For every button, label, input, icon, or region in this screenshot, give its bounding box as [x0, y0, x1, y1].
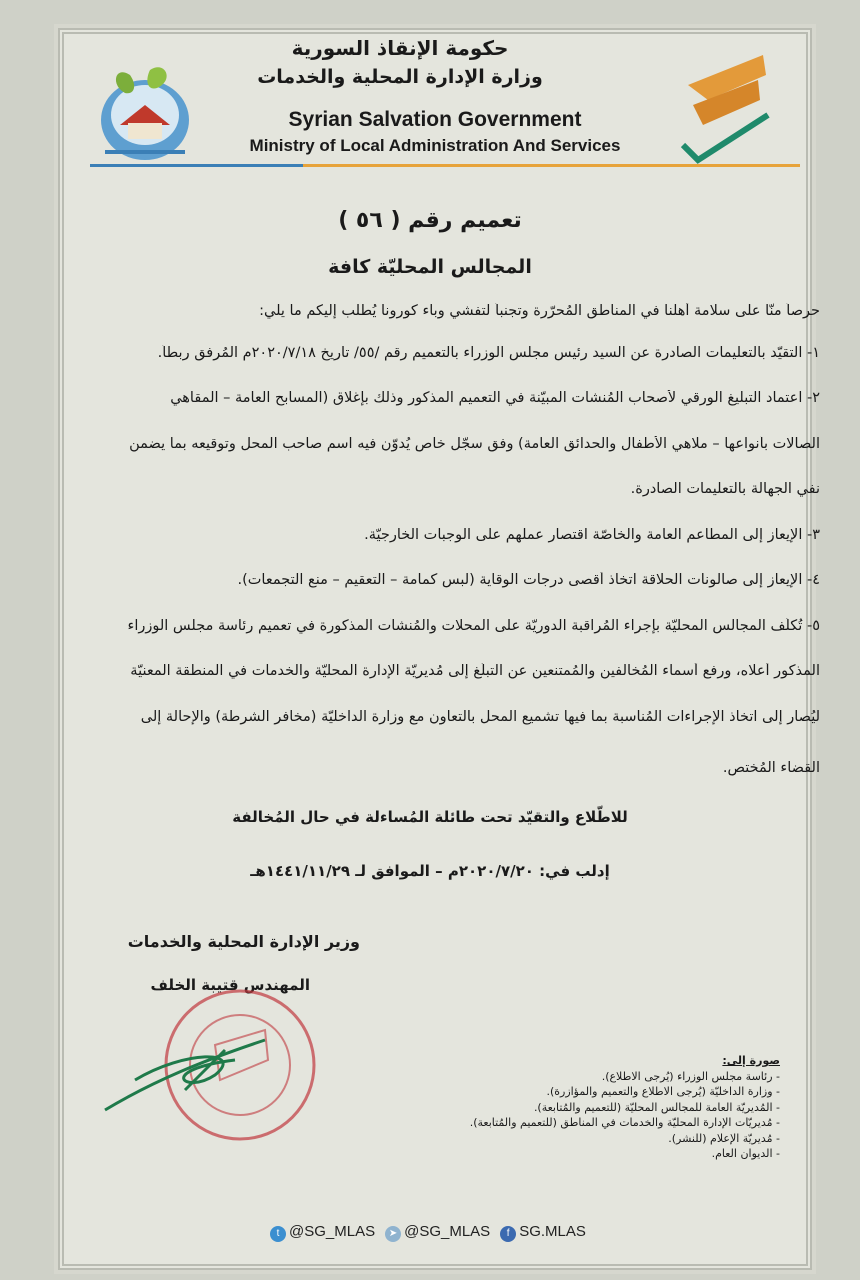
- addressee: المجالس المحليّة كافة: [328, 256, 532, 278]
- copy-recipient: - مُديريّة الإعلام (للنشر).: [668, 1131, 780, 1145]
- government-name-english: Syrian Salvation Government: [288, 108, 582, 131]
- facebook-icon: f: [500, 1226, 516, 1242]
- body-line: ٤- الإيعاز إلى صالونات الحلاقة اتخاذ أقصى درجات الوقاية (لبس كمامة – التعقيم – منع التجمعات).: [237, 572, 820, 588]
- telegram-icon: ➤: [385, 1226, 401, 1242]
- copies-heading: صورة إلى:: [722, 1054, 780, 1067]
- circular-title: تعميم رقم ( ٥٦ ): [338, 208, 522, 233]
- header-divider: [90, 164, 800, 167]
- twitter-link[interactable]: [270, 1223, 375, 1242]
- social-links: [270, 1223, 610, 1242]
- ministry-name-english: Ministry of Local Administration And Services: [249, 136, 621, 155]
- copy-recipient: - الديوان العام.: [711, 1147, 780, 1160]
- body-line: الصالات بأنواعها – ملاهي الأطفال والحدائق العامة) وفق سجّل خاص يُدوّن فيه اسم صاحب المحل وتوقيعه بما يضمن: [129, 436, 820, 452]
- facebook-handle: SG.MLAS: [519, 1223, 586, 1240]
- facebook-link[interactable]: [500, 1223, 586, 1242]
- body-line: ليُصار إلى اتخاذ الإجراءات المُناسبة بما فيها تشميع المحل بالتعاون مع وزارة الداخليّة (مخافر الشرطة) والإحالة إلى: [140, 709, 820, 725]
- telegram-handle: @SG_MLAS: [404, 1223, 491, 1240]
- twitter-icon: t: [270, 1226, 286, 1242]
- copy-recipient: - رئاسة مجلس الوزراء (يُرجى الاطلاع).: [601, 1069, 780, 1083]
- body-line: المذكور أعلاه، ورفع أسماء المُخالفين والمُمتنعين عن التبلّغ إلى مُديريّة الإدارة المحليّة والخدمات في المنطقة المعنيّة: [130, 663, 820, 679]
- body-line: ٢- اعتماد التبليغ الورقي لأصحاب المُنشآت المبيّنة في التعميم المذكور وذلك بإغلاق (المسابح العامة – المقاهي: [170, 390, 820, 406]
- telegram-link[interactable]: [385, 1223, 490, 1242]
- date-line: إدلب في: ٢٠٢٠/٧/٢٠م – الموافق لـ ١٤٤١/١١/٢٩هـ: [250, 862, 610, 880]
- signatory-title: وزير الإدارة المحلية والخدمات: [127, 932, 360, 951]
- body-line: حرصاً منّا على سلامة أهلنا في المناطق المُحرّرة وتجنباً لتفشي وباء كورونا يُطلب إليكم ما يلي:: [259, 303, 820, 319]
- body-line: ١- التقيّد بالتعليمات الصادرة عن السيد رئيس مجلس الوزراء بالتعميم رقم /٥٥/ تاريخ ٢٠٢٠/٧/١٨م المُرفق ربطاً.: [157, 345, 820, 361]
- body-line: القضاء المُختص.: [722, 760, 820, 776]
- body-line: ٣- الإيعاز إلى المطاعم العامة والخاصّة اقتصار عملهم على الوجبات الخارجيّة.: [364, 527, 820, 543]
- twitter-handle: @SG_MLAS: [289, 1223, 376, 1240]
- body-line: ٥- تُكلّف المجالس المحليّة بإجراء المُراقبة الدوريّة على المحلات والمُنشآت المذكورة في تعميم رئاسة مجلس الوزراء: [127, 618, 820, 634]
- closing-statement: للاطّلاع والتقيّد تحت طائلة المُساءلة في حال المُخالفة: [232, 808, 628, 826]
- syria-logo: [668, 45, 778, 170]
- government-name-arabic: حكومة الإنقاذ السورية: [291, 36, 509, 60]
- ministry-logo: [95, 55, 195, 165]
- body-line: نفي الجهالة بالتعليمات الصادرة.: [630, 481, 820, 497]
- copies-list: [220, 1053, 780, 1162]
- copy-recipient: - وزارة الداخليّة (يُرجى الاطلاع والتعميم والمؤازرة).: [546, 1085, 780, 1098]
- ministry-name-arabic: وزارة الإدارة المحلية والخدمات: [257, 66, 543, 88]
- copy-recipient: - المُديريّة العامة للمجالس المحليّة (للتعميم والمُتابعة).: [533, 1100, 780, 1114]
- copy-recipient: - مُديريّات الإدارة المحليّة والخدمات في المناطق (للتعميم والمُتابعة).: [469, 1116, 780, 1129]
- signatory-name: المهندس قتيبة الخلف: [150, 976, 310, 994]
